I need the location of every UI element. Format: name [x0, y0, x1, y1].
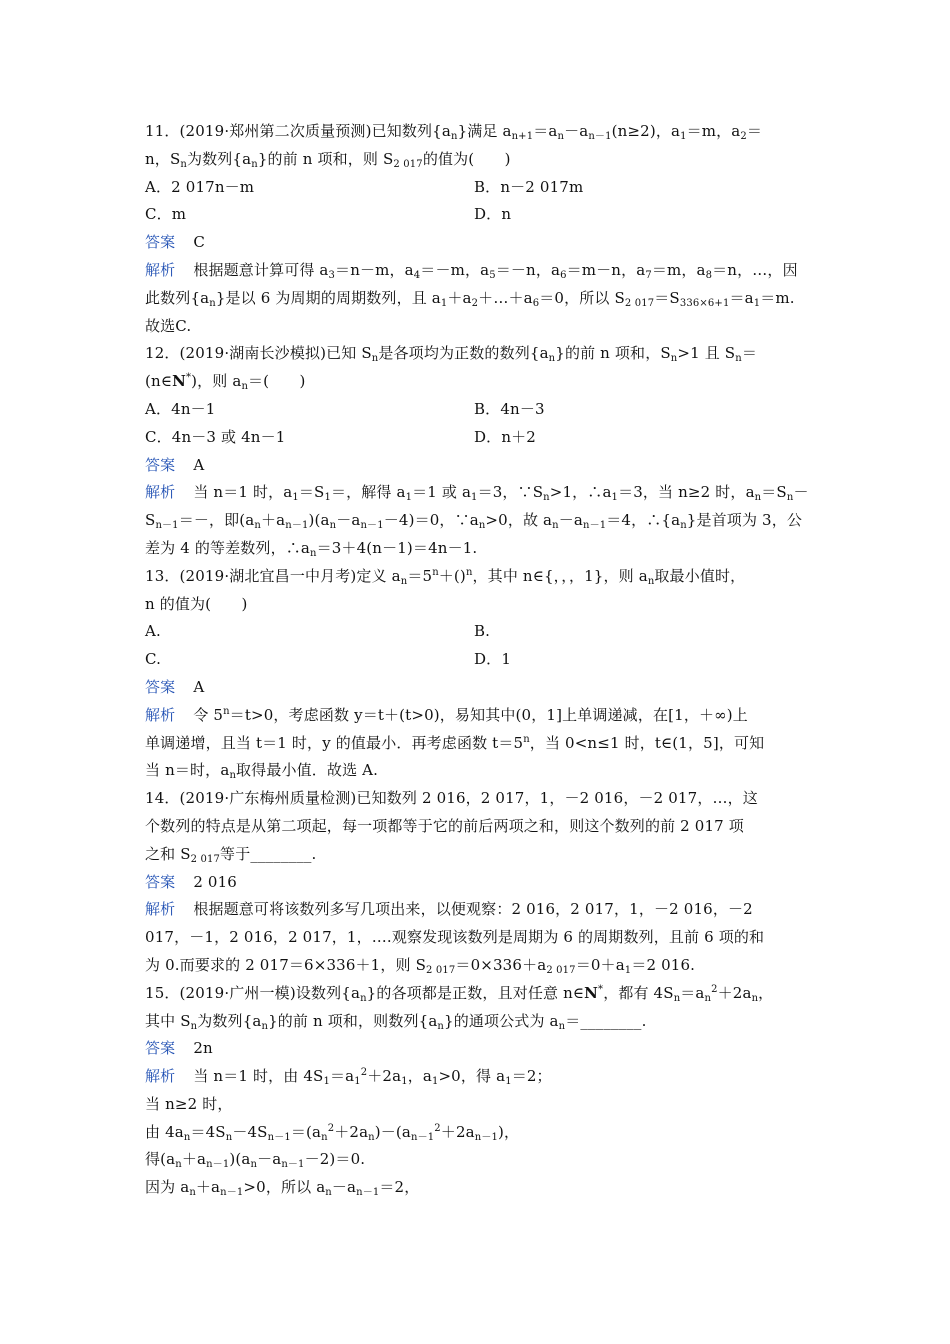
- option-right: B.: [474, 622, 491, 641]
- analysis-label: 解析: [145, 705, 176, 724]
- option-left: C．4n－3 或 4n－1: [145, 427, 286, 446]
- analysis-text: 根据题意计算可得 $a_3=n-m$，$a_4=-m$，$a_5=-n$，$a_6=m-n$，$a_7=m$，$a_8=n$，…，因: [193, 260, 798, 281]
- answer-label: 答案: [145, 677, 176, 696]
- option-right: B．n－2 017m: [474, 177, 584, 196]
- answer-value: 2 016: [193, 872, 238, 891]
- answer-value: A: [193, 455, 205, 474]
- text-line: (n∈N*)，则 $a_n=$( ): [145, 372, 306, 393]
- analysis-text: 当 n＝1 时，$a_1=S_1=$，解得 $a_1=1$ 或 $a_1=3$，$\because S_n>1$，$\therefore a_1=3$，当 n≥2 时，$a_n=S_n-$: [193, 483, 809, 504]
- option-left: A.: [145, 622, 161, 641]
- analysis-text: 令 $5^n=t>0$，考虑函数 y＝t＋(t>0)，易知其中(0，1]上单调递减，在[1，＋∞)上: [193, 705, 748, 724]
- analysis-line: [145, 896, 810, 924]
- answer-line: [145, 1035, 810, 1063]
- option-left: C．m: [145, 205, 187, 224]
- option-row: [145, 201, 810, 229]
- answer-value: A: [193, 677, 205, 696]
- answer-label: 答案: [145, 1039, 176, 1058]
- analysis-line: [145, 702, 810, 730]
- answer-line: [145, 674, 810, 702]
- document-page: [145, 118, 810, 1202]
- analysis-text: 当 n＝1 时，由 $4S_1=a_1^2+2a_1$，$a_1>0$，得 $a_1=2$；: [193, 1067, 552, 1088]
- answer-label: 答案: [145, 233, 176, 252]
- analysis-label: 解析: [145, 900, 176, 919]
- option-row: [145, 396, 810, 424]
- analysis-label: 解析: [145, 483, 176, 502]
- option-right: D．n: [474, 205, 512, 224]
- analysis-text: 根据题意可将该数列多写几项出来，以便观察：2 016，2 017，1，－2 016，－2: [193, 900, 753, 919]
- text-line: 单调递增，且当 t＝1 时，y 的值最小．再考虑函数 $t=5^n$，当 0<n≤1 时，t∈(1，5]，可知: [145, 733, 765, 752]
- text-line: 由 $4a_n=4S_n-4S_{n-1}=(a_n^2+2a_n)-(a_{n-1}^2+2a_{n-1})$，: [145, 1122, 520, 1143]
- analysis-label: 解析: [145, 1067, 176, 1086]
- analysis-line: [145, 479, 810, 507]
- answer-line: [145, 452, 810, 480]
- analysis-line: [145, 257, 810, 285]
- text-line: 差为 4 的等差数列，$\therefore a_n=3+4(n-1)=4n-1$.: [145, 538, 478, 559]
- option-right: B．4n－3: [474, 399, 545, 418]
- option-row: [145, 424, 810, 452]
- text-line: 12．(2019·湖南长沙模拟)已知 $S_n$是各项均为正数的数列$\{a_n\}$的前 n 项和，$S_n>1$ 且 $S_n=$: [145, 344, 757, 365]
- text-line: 其中 $S_n$为数列$\{a_n\}$的前 n 项和，则数列$\{a_n\}$的通项公式为 $a_n=\_\_\_\_\_\_\_\_$.: [145, 1011, 647, 1032]
- option-row: [145, 646, 810, 674]
- text-line: n 的值为( ): [145, 594, 248, 613]
- text-line: 当 n≥2 时，: [145, 1094, 233, 1113]
- answer-label: 答案: [145, 455, 176, 474]
- option-left: C.: [145, 650, 162, 669]
- text-line: $S_{n-1}=-$，即$(a_n+a_{n-1})(a_n-a_{n-1}-4)=0$，$\because a_n>0$，故 $a_n-a_{n-1}=4$，$\therefore\{a_n\}$是首项为 3，公: [145, 511, 803, 532]
- answer-value: 2n: [193, 1039, 213, 1058]
- text-line: 个数列的特点是从第二项起，每一项都等于它的前后两项之和，则这个数列的前 2 017 项: [145, 816, 744, 835]
- answer-line: [145, 869, 810, 897]
- text-line: 得$(a_n+a_{n-1})(a_n-a_{n-1}-2)=0$.: [145, 1150, 366, 1171]
- text-line: 故选C.: [145, 316, 192, 335]
- option-left: A．2 017n－m: [145, 177, 255, 196]
- option-row: [145, 174, 810, 202]
- option-left: A．4n－1: [145, 399, 216, 418]
- answer-value: C: [193, 233, 205, 252]
- text-line: 当 n＝时，$a_n$取得最小值．故选 A.: [145, 761, 379, 782]
- text-line: 017，－1，2 016，2 017，1，….观察发现该数列是周期为 6 的周期数列，且前 6 项的和: [145, 928, 765, 947]
- answer-line: [145, 229, 810, 257]
- text-line: 之和 $S_{2 017}$等于________.: [145, 844, 317, 865]
- text-line: 13．(2019·湖北宜昌一中月考)定义 $a_n=5^n+()^n$，其中 n∈{，，，1}，则 $a_n$取最小值时，: [145, 566, 746, 587]
- analysis-label: 解析: [145, 260, 176, 279]
- text-line: 14．(2019·广东梅州质量检测)已知数列 2 016，2 017，1，－2 016，－2 017，…，这: [145, 789, 758, 808]
- option-right: D．n＋2: [474, 427, 536, 446]
- answer-label: 答案: [145, 872, 176, 891]
- text-line: 因为 $a_n+a_{n-1}>0$，所以 $a_n-a_{n-1}=2$，: [145, 1178, 420, 1199]
- text-line: 15．(2019·广州一模)设数列$\{a_n\}$的各项都是正数，且对任意 n∈N*，都有 $4S_n=a_n^2+2a_n$，: [145, 983, 774, 1004]
- analysis-line: [145, 1063, 810, 1091]
- text-line: n，$S_n$为数列$\{a_n\}$的前 n 项和，则 $S_{2 017}$的值为( ): [145, 149, 511, 170]
- text-line: 11．(2019·郑州第二次质量预测)已知数列$\{a_n\}$满足 $a_{n+1}=a_n-a_{n-1}(n\ge 2)$，$a_1=m$，$a_2=$: [145, 122, 763, 142]
- text-line: 此数列$\{a_n\}$是以 6 为周期的周期数列，且 $a_1+a_2+\dots+a_6=0$，所以 $S_{2 017}=S_{336\times 6+1}=a_1=m$.: [145, 288, 795, 309]
- option-right: D．1: [474, 650, 512, 669]
- option-row: [145, 618, 810, 646]
- text-line: 为 0.而要求的 2 017＝6×336＋1，则 $S_{2 017}=0\times 336+a_{2 017}=0+a_1=2$ 016.: [145, 955, 696, 976]
